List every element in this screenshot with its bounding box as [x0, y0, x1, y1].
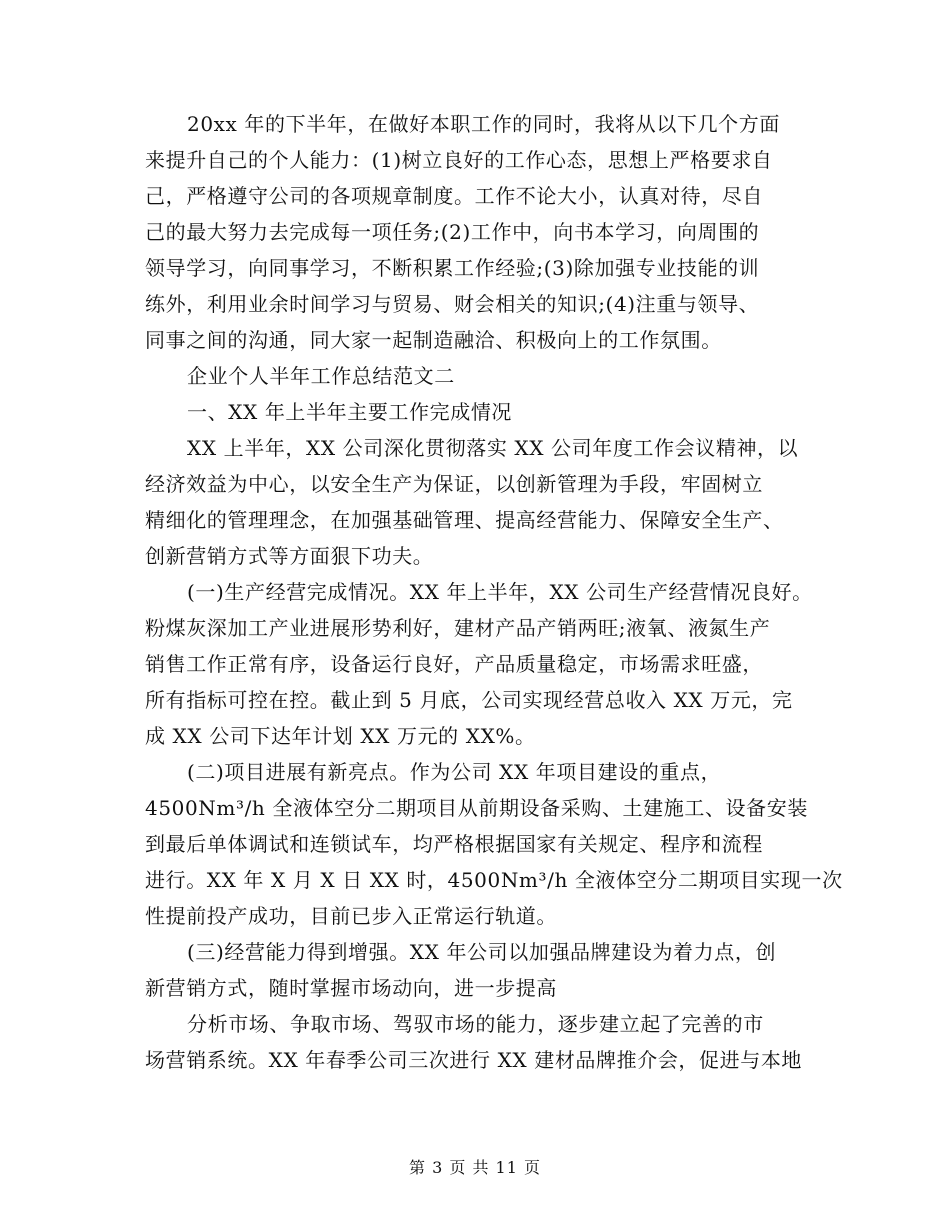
text-line: 销售工作正常有序，设备运行良好，产品质量稳定，市场需求旺盛， — [145, 652, 763, 676]
document-body — [145, 106, 843, 1078]
text-line: (二)项目进展有新亮点。作为公司 XX 年项目建设的重点， — [187, 760, 722, 784]
text-line: 同事之间的沟通，同大家一起制造融洽、积极向上的工作氛围。 — [145, 328, 722, 352]
text-line: 经济效益为中心，以安全生产为保证，以创新管理为手段，牢固树立 — [145, 472, 763, 496]
text-line: 创新营销方式等方面狠下功夫。 — [145, 544, 434, 568]
text-line: 新营销方式，随时掌握市场动向，进一步提高 — [145, 976, 557, 1000]
text-line: 一、XX 年上半年主要工作完成情况 — [187, 400, 513, 424]
text-line: XX 上半年，XX 公司深化贯彻落实 XX 公司年度工作会议精神，以 — [187, 436, 799, 460]
text-line: 场营销系统。XX 年春季公司三次进行 XX 建材品牌推介会，促进与本地 — [145, 1048, 803, 1072]
text-line: 粉煤灰深加工产业进展形势利好，建材产品产销两旺;液氧、液氮生产 — [145, 616, 771, 640]
text-line: (一)生产经营完成情况。XX 年上半年，XX 公司生产经营情况良好。 — [187, 580, 813, 604]
text-line: 精细化的管理理念，在加强基础管理、提高经营能力、保障安全生产、 — [145, 508, 784, 532]
text-line: 成 XX 公司下达年计划 XX 万元的 XX%。 — [145, 724, 536, 748]
text-line: 分析市场、争取市场、驾驭市场的能力，逐步建立起了完善的市 — [187, 1012, 764, 1036]
text-line: 4500Nm³/h 全液体空分二期项目从前期设备采购、土建施工、设备安装 — [145, 796, 808, 820]
text-line: 所有指标可控在控。截止到 5 月底，公司实现经营总收入 XX 万元，完 — [145, 688, 793, 712]
text-line: 企业个人半年工作总结范文二 — [187, 364, 455, 388]
text-line: 进行。XX 年 X 月 X 日 XX 时，4500Nm³/h 全液体空分二期项目实现一次 — [145, 868, 843, 892]
text-line: 练外，利用业余时间学习与贸易、财会相关的知识;(4)注重与领导、 — [145, 292, 760, 316]
text-line: 己的最大努力去完成每一项任务;(2)工作中，向书本学习，向周围的 — [145, 220, 760, 244]
text-line: 性提前投产成功，目前已步入正常运行轨道。 — [145, 904, 557, 928]
text-line: 己，严格遵守公司的各项规章制度。工作不论大小，认真对待，尽自 — [145, 184, 763, 208]
text-line: 到最后单体调试和连锁试车，均严格根据国家有关规定、程序和流程 — [145, 832, 763, 856]
page-number-footer: 第 3 页 共 11 页 — [409, 1158, 541, 1177]
text-line: 领导学习，向同事学习，不断积累工作经验;(3)除加强专业技能的训 — [145, 256, 760, 280]
text-line: 20xx 年的下半年，在做好本职工作的同时，我将从以下几个方面 — [187, 112, 780, 136]
text-line: 来提升自己的个人能力：(1)树立良好的工作心态，思想上严格要求自 — [145, 148, 773, 172]
text-line: (三)经营能力得到增强。XX 年公司以加强品牌建设为着力点，创 — [187, 940, 777, 964]
